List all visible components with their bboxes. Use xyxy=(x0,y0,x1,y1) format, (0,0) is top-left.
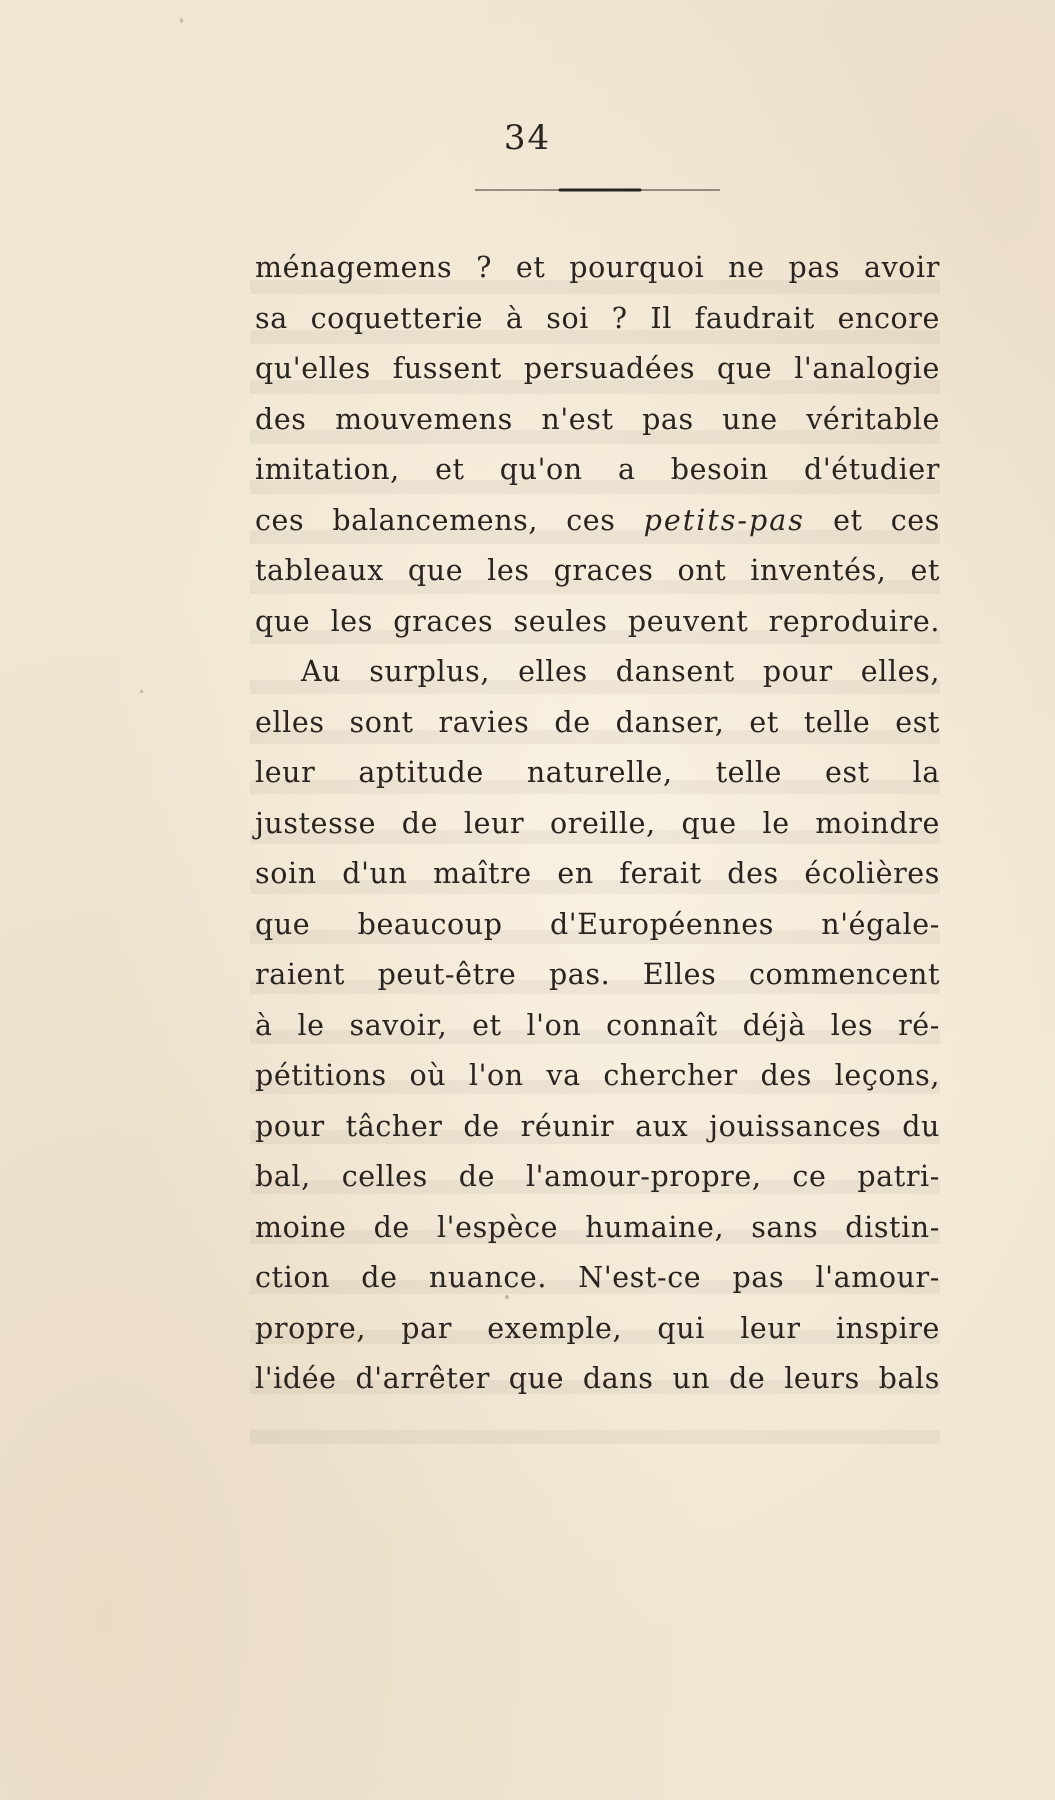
text-segment: et ces xyxy=(804,503,940,537)
text-line: justesse de leur oreille, que le moindre xyxy=(255,806,940,840)
text-line xyxy=(255,546,940,597)
text-line: ction de nuance. N'est-ce pas l'amour- xyxy=(255,1261,940,1294)
italic-term: petits-pas xyxy=(643,503,805,537)
text-line: l'idée d'arrêter que dans un de leurs bals xyxy=(255,1362,940,1395)
text-line xyxy=(255,445,940,496)
text-line xyxy=(255,243,940,294)
text-line: à le savoir, et l'on connaît déjà les ré- xyxy=(255,1008,940,1042)
text-segment: imitation, et qu'on a besoin d'étudier xyxy=(255,453,940,486)
text-line: pétitions où l'on va chercher des leçons, xyxy=(255,1059,940,1092)
text-line: propre, par exemple, qui leur inspire xyxy=(255,1311,940,1345)
text-line: soin d'un maître en ferait des écolières xyxy=(255,857,940,890)
text-line: moine de l'espèce humaine, sans distin- xyxy=(255,1210,940,1244)
text-segment: ces balancemens, ces xyxy=(255,503,644,537)
text-segment: des mouvemens n'est pas une véritable xyxy=(255,402,940,436)
text-line xyxy=(255,395,940,446)
text-segment: que les graces seules peuvent reproduire. xyxy=(255,604,940,638)
body-text xyxy=(255,243,940,1405)
text-segment: ménagemens ? et pourquoi ne pas avoir xyxy=(255,251,940,284)
paragraph-2 xyxy=(255,647,940,1405)
text-segment: sa coquetterie à soi ? Il faudrait encore xyxy=(255,301,940,335)
text-line: Au surplus, elles dansent pour elles, xyxy=(301,655,940,688)
text-line xyxy=(255,294,940,345)
text-line xyxy=(255,496,940,547)
text-line: pour tâcher de réunir aux jouissances du xyxy=(255,1109,940,1143)
text-line: elles sont ravies de danser, et telle est xyxy=(255,705,940,739)
text-segment: tableaux que les graces ont inventés, et xyxy=(255,554,940,587)
page-number: 34 xyxy=(503,118,552,158)
text-line: leur aptitude naturelle, telle est la xyxy=(255,756,940,789)
paragraph-1 xyxy=(255,243,940,647)
text-line xyxy=(255,597,940,648)
text-line xyxy=(255,344,940,395)
text-line: que beaucoup d'Européennes n'égale- xyxy=(255,907,940,941)
header-rule xyxy=(475,188,720,192)
paper-speck xyxy=(180,18,183,23)
text-line: bal, celles de l'amour-propre, ce patri- xyxy=(255,1160,940,1193)
paper-speck xyxy=(140,690,143,693)
text-segment: qu'elles fussent persuadées que l'analogie xyxy=(255,352,940,385)
text-line: raient peut-être pas. Elles commencent xyxy=(255,958,940,991)
